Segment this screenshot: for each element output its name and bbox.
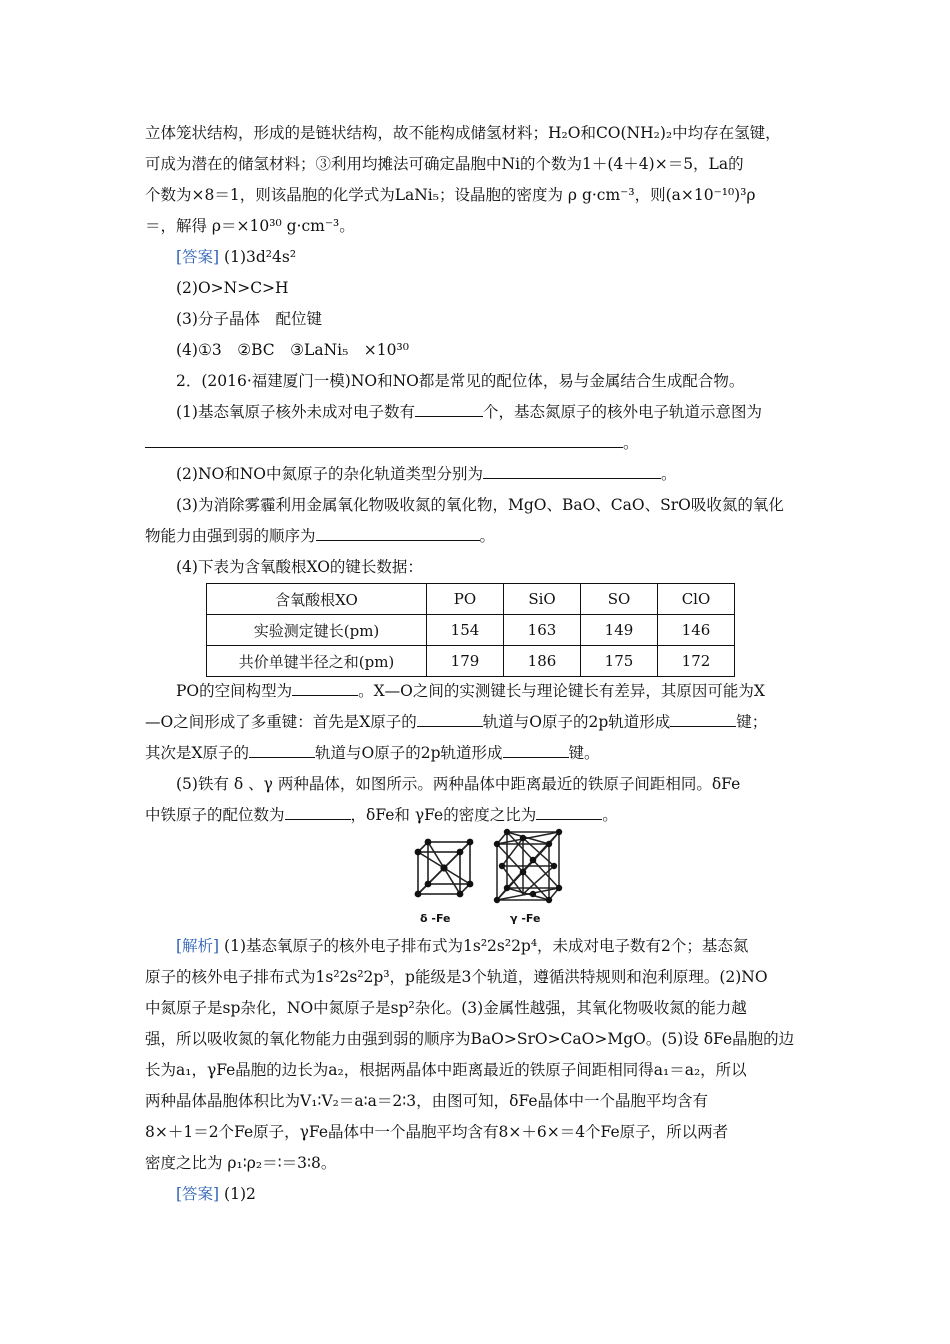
table-cell: 163 xyxy=(504,615,581,646)
answer-line: (3)分子晶体 配位键 xyxy=(176,310,322,328)
delta-fe-label: δ -Fe xyxy=(420,912,451,925)
table-cell: 149 xyxy=(581,615,658,646)
answer-blank xyxy=(415,402,483,417)
question-part: 物能力由强到弱的顺序为 。 xyxy=(145,527,496,545)
answer-blank xyxy=(417,712,483,727)
table-cell: 共价单键半径之和(pm) xyxy=(207,646,427,677)
table-header-row xyxy=(207,584,735,615)
analysis-line: 8×＋1＝2个Fe原子，γFe晶体中一个晶胞平均含有8×＋6×＝4个Fe原子，所以两者 xyxy=(145,1123,729,1141)
text-line: 可成为潜在的储氢材料；③利用均摊法可确定晶胞中Ni的个数为1＋(4＋4)×＝5，La的 xyxy=(145,155,744,173)
answer-blank xyxy=(670,712,736,727)
table-header: SO xyxy=(581,584,658,615)
bond-length-table xyxy=(206,583,735,677)
answer-blank xyxy=(285,805,351,820)
gamma-fe-crystal-figure xyxy=(491,826,563,906)
delta-fe-crystal-figure xyxy=(412,832,476,904)
question-part: —O之间形成了多重键：首先是X原子的 轨道与O原子的2p轨道形成 键； xyxy=(145,713,768,731)
answer-tag: [答案] xyxy=(176,248,220,266)
table-row xyxy=(207,615,735,646)
answer-blank xyxy=(503,743,569,758)
table-cell: 179 xyxy=(427,646,504,677)
analysis-line: 密度之比为 ρ₁∶ρ₂＝∶＝3∶8。 xyxy=(145,1154,337,1172)
table-cell: 186 xyxy=(504,646,581,677)
analysis-line: [解析] (1)基态氧原子的核外电子排布式为1s²2s²2p⁴，未成对电子数有2个；基态氮 xyxy=(176,937,749,955)
gamma-fe-label: γ -Fe xyxy=(510,912,541,925)
table-row xyxy=(207,646,735,677)
question-part: (5)铁有 δ 、γ 两种晶体，如图所示。两种晶体中距离最近的铁原子间距相同。δFe xyxy=(176,775,741,793)
analysis-tag: [解析] xyxy=(176,937,220,955)
answer-blank xyxy=(536,805,602,820)
table-header: SiO xyxy=(504,584,581,615)
table-cell: 172 xyxy=(658,646,735,677)
question-part: (2)NO和NO中氮原子的杂化轨道类型分别为 。 xyxy=(176,465,677,483)
text-line: 立体笼状结构，形成的是链状结构，故不能构成储氢材料；H₂O和CO(NH₂)₂中均存在氢键， xyxy=(145,124,781,142)
answer-line: (2)O>N>C>H xyxy=(176,279,289,297)
table-cell: 175 xyxy=(581,646,658,677)
answer-text: (1)3d²4s² xyxy=(224,248,297,266)
table-cell: 154 xyxy=(427,615,504,646)
answer-line: [答案] (1)2 xyxy=(176,1185,256,1203)
table-cell: 实验测定键长(pm) xyxy=(207,615,427,646)
question-intro: 2．(2016·福建厦门一模)NO和NO都是常见的配位体，易与金属结合生成配合物。 xyxy=(176,372,745,390)
question-part: PO的空间构型为 。X—O之间的实测键长与理论键长有差异，其原因可能为X xyxy=(176,682,765,700)
analysis-line: 中氮原子是sp杂化，NO中氮原子是sp²杂化。(3)金属性越强，其氧化物吸收氮的能力越 xyxy=(145,999,747,1017)
answer-blank xyxy=(145,433,623,448)
answer-line xyxy=(176,247,846,267)
question-part: 其次是X原子的 轨道与O原子的2p轨道形成 键。 xyxy=(145,744,600,762)
answer-blank xyxy=(292,681,358,696)
text-line: ＝，解得 ρ＝×10³⁰ g·cm⁻³。 xyxy=(145,217,355,235)
question-part: (1)基态氧原子核外未成对电子数有 个，基态氮原子的核外电子轨道示意图为 xyxy=(176,403,762,421)
analysis-line: 原子的核外电子排布式为1s²2s²2p³，p能级是3个轨道，遵循洪特规则和泡利原理。(2)NO xyxy=(145,968,768,986)
answer-blank xyxy=(483,464,661,479)
analysis-line: 强，所以吸收氮的氧化物能力由强到弱的顺序为BaO>SrO>CaO>MgO。(5)设 δFe晶胞的边 xyxy=(145,1030,795,1048)
answer-line: (4)①3 ②BC ③LaNi₅ ×10³⁰ xyxy=(176,341,409,359)
table-header: 含氧酸根XO xyxy=(207,584,427,615)
question-part: (4)下表为含氧酸根XO的键长数据： xyxy=(176,558,423,576)
question-part: 中铁原子的配位数为 ，δFe和 γFe的密度之比为 。 xyxy=(145,806,618,824)
analysis-line: 长为a₁，γFe晶胞的边长为a₂，根据两晶体中距离最近的铁原子间距相同得a₁＝a₂，所以 xyxy=(145,1061,747,1079)
question-part: 。 xyxy=(145,433,815,453)
table-header: ClO xyxy=(658,584,735,615)
table-cell: 146 xyxy=(658,615,735,646)
text-line: 个数为×8＝1，则该晶胞的化学式为LaNi₅；设晶胞的密度为 ρ g·cm⁻³，则(a×10⁻¹⁰)³ρ xyxy=(145,186,756,204)
answer-blank xyxy=(249,743,315,758)
answer-blank xyxy=(316,526,480,541)
table-header: PO xyxy=(427,584,504,615)
analysis-line: 两种晶体晶胞体积比为V₁∶V₂＝a∶a＝2∶3，由图可知，δFe晶体中一个晶胞平均含有 xyxy=(145,1092,709,1110)
answer-tag: [答案] xyxy=(176,1185,220,1203)
question-part: (3)为消除雾霾利用金属氧化物吸收氮的氧化物，MgO、BaO、CaO、SrO吸收氮的氧化 xyxy=(176,496,784,514)
